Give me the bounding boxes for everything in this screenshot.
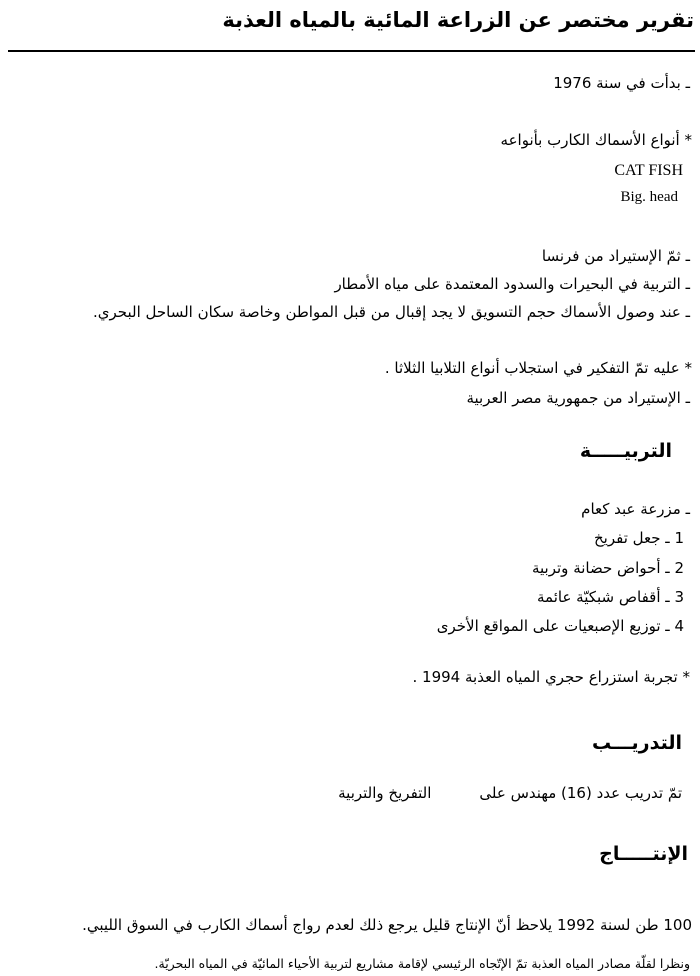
title-underline <box>8 50 695 52</box>
document-title: تقرير مختصر عن الزراعة المائية بالمياه العذبة <box>222 8 694 32</box>
line-fish-types: * أنواع الأسماك الكارب بأنواعه <box>500 131 692 149</box>
line-production-1: 100 طن لسنة 1992 يلاحظ أنّ الإنتاج قليل يرجع ذلك لعدم رواج أسماك الكارب في السوق الليبي. <box>82 916 692 934</box>
training-count-text: تمّ تدريب عدد (16) مهندس على <box>479 784 682 802</box>
line-tilapia-note: * عليه تمّ التفكير في استجلاب أنواع التلابيا الثلاثا . <box>384 359 692 377</box>
line-production-2: ونظرا لقلّة مصادر المياه العذبة تمّ الإتّجاه الرئيسي لإقامة مشاريع لتربية الأحياء المائيّة في المياه البحريّة. <box>154 956 690 971</box>
list-item-3: 3 ـ أقفاص شبكيّة عائمة <box>536 588 684 606</box>
section-header-production: الإنتـــــاج <box>599 843 688 865</box>
line-big-head: Big. head <box>620 189 678 205</box>
line-cat-fish: CAT FISH <box>614 162 683 179</box>
section-header-breeding: التربيـــــة <box>579 440 672 462</box>
line-import-egypt: ـ الإستيراد من جمهورية مصر العربية <box>466 389 690 407</box>
line-started-1976: ـ بدأت في سنة 1976 <box>553 74 690 92</box>
section-header-training: التدريـــب <box>591 732 682 754</box>
list-item-4: 4 ـ توزيع الإصبعيات على المواقع الأخرى <box>436 617 684 635</box>
line-lakes-dams: ـ التربية في البحيرات والسدود المعتمدة على مياه الأمطار <box>334 275 690 293</box>
training-subject-text: التفريخ والتربية <box>338 784 432 802</box>
list-item-2: 2 ـ أحواض حضانة وتربية <box>531 559 684 577</box>
line-import-france: ـ ثمّ الإستيراد من فرنسا <box>541 247 690 265</box>
line-farm: ـ مزرعة عبد كعام <box>581 500 690 518</box>
line-experiment-1994: * تجربة استزراع حجري المياه العذبة 1994 . <box>412 668 690 686</box>
list-item-1: 1 ـ جعل تفريخ <box>593 529 684 547</box>
line-marketing: ـ عند وصول الأسماك حجم التسويق لا يجد إقبال من قبل المواطن وخاصة سكان الساحل البحري. <box>93 303 690 321</box>
line-training <box>338 784 682 802</box>
